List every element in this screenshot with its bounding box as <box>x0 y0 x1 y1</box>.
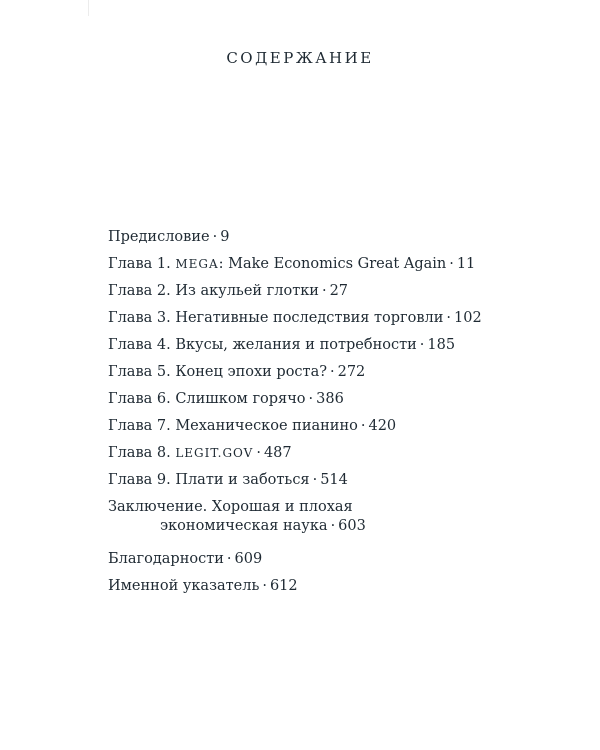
toc-entry-preface[interactable] <box>108 228 229 247</box>
toc-separator: · <box>321 283 327 299</box>
toc-page-number: 102 <box>454 310 482 326</box>
toc-page-number: 487 <box>263 445 292 461</box>
toc-separator: · <box>256 445 261 461</box>
toc-entry-label: Глава 5. Конец эпохи роста? <box>108 364 327 380</box>
toc-entry-conclusion[interactable] <box>108 498 366 536</box>
toc-separator: · <box>446 310 451 326</box>
toc-entry-label: : Make Economics Great Again <box>218 256 447 272</box>
toc-page-number: 603 <box>338 518 366 534</box>
toc-entry-acknowledgements[interactable] <box>108 550 262 569</box>
toc-entry-chapter-7[interactable] <box>108 417 396 436</box>
toc-separator: · <box>449 256 454 272</box>
toc-entry-continuation <box>108 517 366 536</box>
toc-entry-label: Глава 9. Плати и заботься <box>108 472 310 488</box>
toc-entry-chapter-3[interactable] <box>108 309 482 328</box>
toc-separator: · <box>262 578 267 594</box>
toc-entry-chapter-2[interactable] <box>108 282 348 301</box>
toc-entry-label: Глава 7. Механическое пианино <box>108 418 358 434</box>
toc-entry-chapter-8[interactable] <box>108 444 292 463</box>
toc-separator: · <box>330 518 336 534</box>
toc-entry-label: Благодарности <box>108 551 224 567</box>
toc-page-number: 386 <box>316 391 344 407</box>
toc-entry-chapter-5[interactable] <box>108 363 365 382</box>
toc-page-number: 185 <box>427 337 456 353</box>
toc-separator: · <box>330 364 335 380</box>
toc-entry-chapter-9[interactable] <box>108 471 348 490</box>
toc-entry-label: Предисловие <box>108 229 210 245</box>
toc-entry-label: экономическая наука <box>160 518 328 534</box>
toc-separator: · <box>360 418 366 434</box>
page-edge-mark <box>88 0 89 16</box>
toc-entry-prefix: Глава 1. <box>108 256 176 272</box>
toc-separator: · <box>226 551 232 567</box>
toc-page-number: 11 <box>456 256 476 272</box>
toc-entry-prefix: Глава 8. <box>108 445 176 461</box>
page-title: СОДЕРЖАНИЕ <box>226 49 374 67</box>
toc-entry-name-index[interactable] <box>108 577 298 596</box>
toc-entry-label: Глава 6. Слишком горячо <box>108 391 306 407</box>
toc-page-number: 27 <box>329 283 349 299</box>
toc-page-number: 612 <box>269 578 298 594</box>
toc-entry-label: Глава 4. Вкусы, желания и потребности <box>108 337 417 353</box>
toc-entry-smallcaps: LEGIT.GOV <box>175 446 254 460</box>
toc-entry-label: Глава 2. Из акульей глотки <box>108 283 319 299</box>
toc-entry-chapter-4[interactable] <box>108 336 455 355</box>
toc-entry-label: Глава 3. Негативные последствия торговли <box>108 310 444 326</box>
toc-page-number: 420 <box>368 418 397 434</box>
toc-page-number: 272 <box>337 364 366 380</box>
toc-page-number: 9 <box>220 229 230 245</box>
toc-entry-label: Заключение. Хорошая и плохая <box>108 499 353 515</box>
toc-separator: · <box>312 472 318 488</box>
toc-entry-smallcaps: MEGA <box>175 257 219 271</box>
toc-separator: · <box>212 229 218 245</box>
toc-page-number: 514 <box>320 472 348 488</box>
toc-separator: · <box>308 391 314 407</box>
toc-entry-label: Именной указатель <box>108 578 260 594</box>
toc-separator: · <box>419 337 425 353</box>
toc-entry-chapter-6[interactable] <box>108 390 344 409</box>
toc-entry-chapter-1[interactable] <box>108 255 475 274</box>
toc-page-number: 609 <box>234 551 263 567</box>
